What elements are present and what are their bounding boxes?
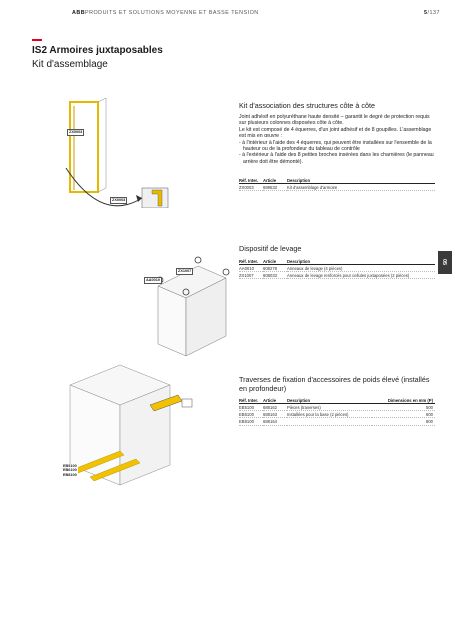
rails-illustration <box>60 345 210 495</box>
figure-label: AA0010 <box>146 278 160 282</box>
page-title: IS2 Armoires juxtaposables <box>32 45 163 56</box>
page-header <box>0 10 452 22</box>
table-row: EB8100 688164 800 <box>239 418 433 424</box>
page-subtitle: Kit d'assemblage <box>32 59 108 70</box>
figure-label: ZX1007 <box>178 269 192 273</box>
accent-bar <box>32 39 42 41</box>
section-title-lifting: Dispositif de levage <box>239 244 302 253</box>
chapter-tab: 05 <box>438 251 452 274</box>
table-row: EB6100 688163 Installées pour la base (2 pièces) 600 <box>239 411 433 417</box>
figure-label: ZX0003 <box>112 198 126 202</box>
header-title: PRODUITS ET SOLUTIONS MOYENNE ET BASSE TENSION <box>85 10 259 16</box>
table-row: ZX0003 689533 Kit d'assemblage d'armoire <box>239 184 435 191</box>
rails-table: Réf. Inter. Article Description Dimensions en mm (P) EB5100 688162 Pièces (traverses) 500 EB6100 688163 Installées pour la base (2 pièces) 600 EB8100 688164 800 <box>239 398 433 424</box>
table-row: EB5100 688162 Pièces (traverses) 500 <box>239 404 433 410</box>
lifting-table: Réf. Inter. Article Description AA0010 608278 Anneaux de levage (4 pièces) ZX1007 608033 Anneaux de levage renforcés pour cellules juxtaposées (2 pièces) <box>239 259 435 279</box>
lifting-device-illustration <box>138 246 248 356</box>
table-row: AA0010 608278 Anneaux de levage (4 pièces) <box>239 265 435 272</box>
figure-label: ZX0003 <box>69 130 83 134</box>
brand-logo: ABB <box>72 10 86 16</box>
assembly-kit-table: Réf. Inter. Article Description ZX0003 689533 Kit d'assemblage d'armoire <box>239 178 435 191</box>
section-body-assembly-kit: Joint adhésif en polyuréthane haute densité – garantit le degré de protection requis sur plusieurs colonnes disposées côte à côte. Le kit est composé de 4 équerres, d'un joint adhésif et de 8 goupilles. L'assemblage est mis en œuvre : - à l'intérieur à l'aide des 4 équerres, qui peuvent être installées sur l'ensemble de la hauteur ou de la profondeur du tableau de contrôle - à l'extérieur à l'aide des 8 petites broches insérées dans les charnières (le panneau arrière doit être démonté). <box>239 114 434 165</box>
figure-label-group: EB5100 EB6100 EB8100 <box>63 464 77 477</box>
page-number: 5/137 <box>424 10 440 16</box>
table-row: ZX1007 608033 Anneaux de levage renforcés pour cellules juxtaposées (2 pièces) <box>239 272 435 279</box>
section-title-assembly-kit: Kit d'association des structures côte à côte <box>239 101 376 110</box>
section-title-rails: Traverses de fixation d'accessoires de poids élevé (installés en profondeur) <box>239 375 430 393</box>
assembly-kit-illustration <box>62 98 182 208</box>
